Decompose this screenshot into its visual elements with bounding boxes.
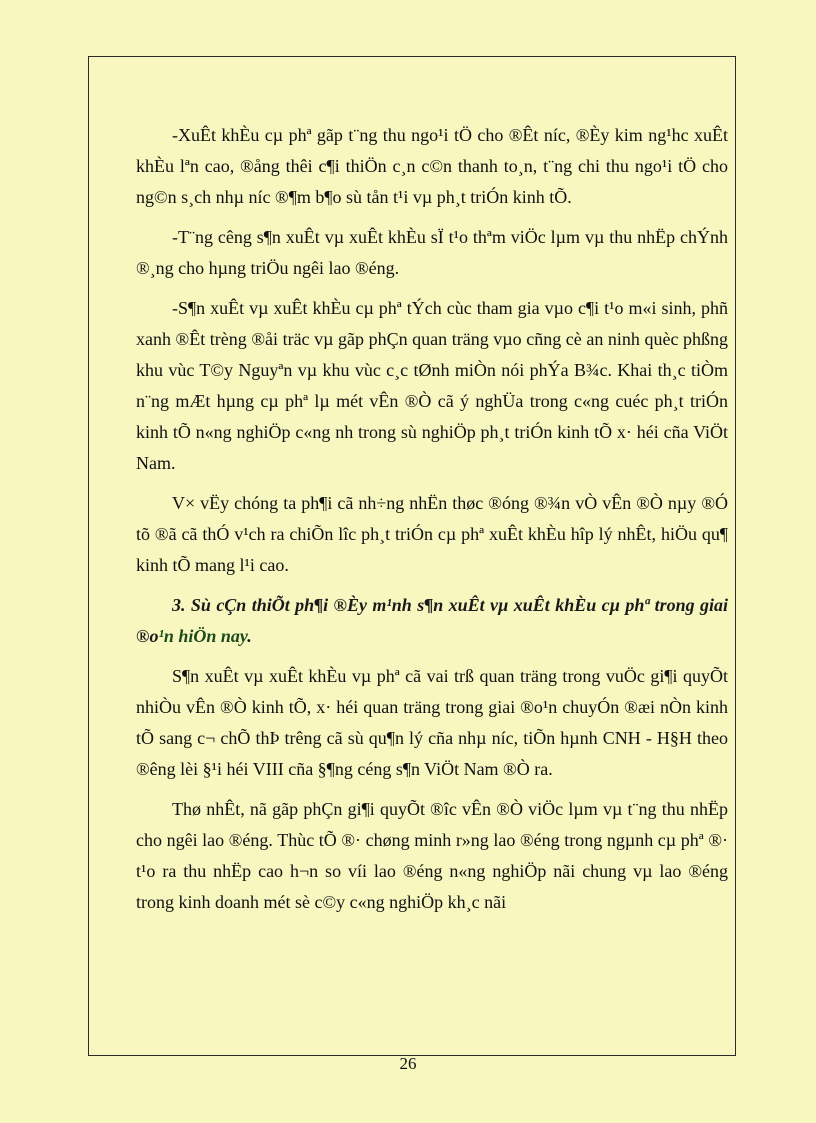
page-number: 26 [399, 1054, 417, 1073]
section-heading-tail: ¹n hiÖn nay [158, 626, 248, 646]
section-heading-end: . [247, 626, 252, 646]
paragraph: -XuÊt khÈu cµ phª gãp t¨ng thu ngo¹i tÖ cho ®Êt níc, ®Èy kim ng¹hc xuÊt khÈu lªn cao, ®ång thêi c¶i thiÖn c¸n c©n thanh to¸n, t¨ng chi thu ngo¹i tÖ cho ng©n s¸ch nhµ níc ®¶m b¶o sù tån t¹i vµ ph¸t triÓn kinh tÕ. [136, 125, 728, 207]
paragraph: -S¶n xuÊt vµ xuÊt khÈu cµ phª tÝch cùc tham gia vµo c¶i t¹o m«i sinh, phñ xanh ®Êt trèng ®åi träc vµ gãp phÇn quan träng vµo cñng cè an ninh quèc phßng khu vùc T©y Nguyªn vµ khu vùc c¸c tØnh miÒn nói phÝa B¾c. Khai th¸c tiÒm n¨ng mÆt hµng cµ phª lµ mét vÊn ®Ò cã ý nghÜa trong c«ng cuéc ph¸t triÓn kinh tÕ n«ng nghiÖp c«ng nh trong sù nghiÖp ph¸t triÓn kinh tÕ x· héi cña ViÖt Nam. [136, 298, 728, 473]
section-heading [136, 590, 728, 652]
paragraph: S¶n xuÊt vµ xuÊt khÈu vµ phª cã vai trß quan träng trong vuÖc gi¶i quyÕt nhiÒu vÊn ®Ò kinh tÕ, x· héi quan träng trong giai ®o¹n chuyÓn ®æi nÒn kinh tÕ sang c¬ chÕ thÞ trêng cã sù qu¶n lý cña nhµ níc, tiÕn hµnh CNH - H§H theo ®êng lèi §¹i héi VIII cña §¶ng céng s¶n ViÖt Nam ®Ò ra. [136, 666, 728, 779]
paragraph: Thø nhÊt, nã gãp phÇn gi¶i quyÕt ®îc vÊn ®Ò viÖc lµm vµ t¨ng thu nhËp cho ngêi lao ®éng. Thùc tÕ ®· chøng minh r»ng lao ®éng trong ngµnh cµ phª ®· t¹o ra thu nhËp cao h¬n so víi lao ®éng n«ng nghiÖp nãi chung vµ lao ®éng trong kinh doanh mét sè c©y c«ng nghiÖp kh¸c nãi [136, 799, 728, 912]
section-heading-main: 3. Sù cÇn thiÕt ph¶i ®Èy m¹nh s¶n xuÊt vµ xuÊt khÈu cµ phª trong giai ®o [136, 595, 728, 646]
paragraph: V× vËy chóng ta ph¶i cã nh÷ng nhËn thøc ®óng ®¾n vÒ vÊn ®Ò nµy ®Ó tõ ®ã cã thÓ v¹ch ra chiÕn lîc ph¸t triÓn cµ phª xuÊt khÈu hîp lý nhÊt, hiÖu qu¶ kinh tÕ mang l¹i cao. [136, 493, 728, 575]
paragraph: -T¨ng cêng s¶n xuÊt vµ xuÊt khÈu sÏ t¹o thªm viÖc lµm vµ thu nhËp chÝnh ®¸ng cho hµng triÖu ngêi lao ®éng. [136, 227, 728, 278]
document-body [136, 120, 728, 927]
